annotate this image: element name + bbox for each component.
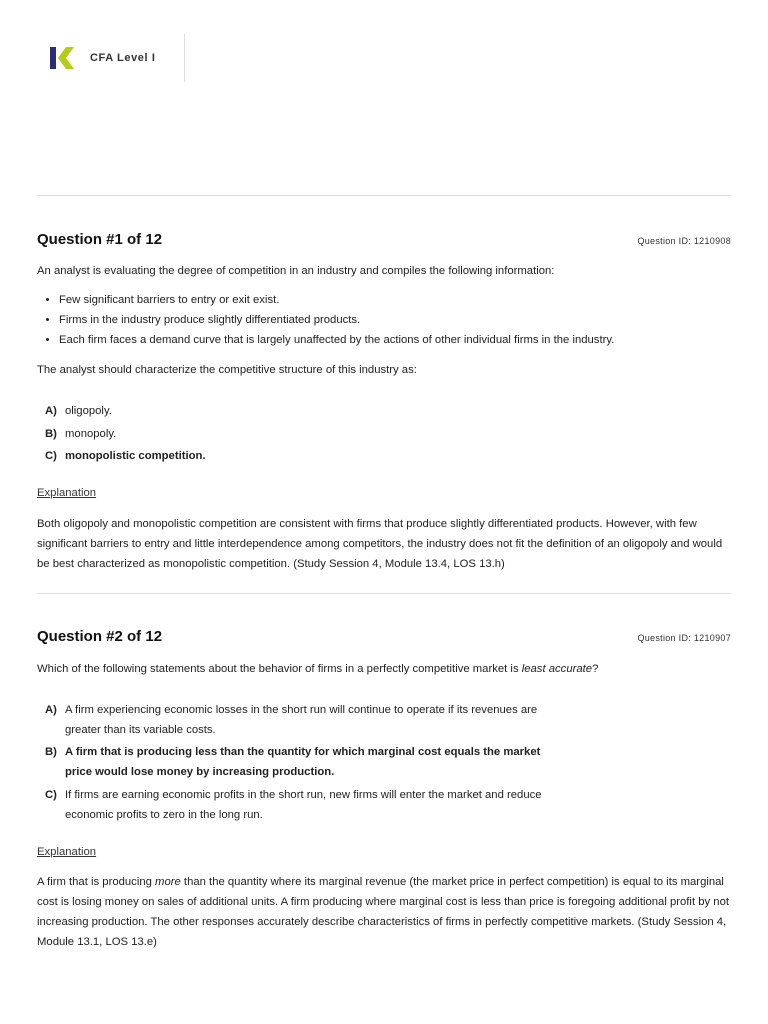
answer-c-correct[interactable] [45,446,565,466]
header-divider [184,34,185,82]
answer-c[interactable] [45,785,565,825]
kaplan-logo-icon[interactable] [50,46,74,70]
page-header [0,0,768,100]
question-followup: The analyst should characterize the competitive structure of this industry as: [37,364,417,376]
question-title: Question #2 of 12 [37,628,163,645]
question-title: Question #1 of 12 [37,231,163,248]
explanation-emphasis: more [155,876,181,888]
brand-title: CFA Level I [90,52,156,64]
explanation-label[interactable]: Explanation [37,846,97,858]
answer-text: If firms are earning economic profits in the short run, new firms will enter the market and reduce economic profits to zero in the long run. [65,789,542,821]
answer-letter: B) [45,746,57,758]
prompt-emphasis: least accurate [521,663,593,675]
answer-a[interactable] [45,700,565,740]
explanation-text [37,872,731,952]
prompt-text: Which of the following statements about the behavior of firms in a perfectly competitive market is [37,663,522,675]
section-divider [37,593,731,594]
answer-text: A firm experiencing economic losses in the short run will continue to operate if its revenues are greater than its variable costs. [65,704,538,736]
question-prompt: An analyst is evaluating the degree of competition in an industry and compiles the following information: [37,265,555,277]
question-id: Question ID: 1210908 [637,236,731,246]
answer-b[interactable] [45,424,565,444]
answer-a[interactable] [45,401,565,421]
answer-letter: A) [45,405,57,417]
list-item: • Each firm faces a demand curve that is largely unaffected by the actions of other individual firms in the industry. [59,330,614,350]
explanation-part: than the quantity where its marginal revenue (the market price in perfect competition) is equal to its marginal cost is losing money on sales of additional units. A firm producing where marginal cost is less than price is foregoing additional profit by not increasing production. The other responses accurately describe characteristics of firms in perfectly competitive markets. (Study Session 4, Module 13.1, LOS 13.e) [37,876,729,948]
explanation-text: Both oligopoly and monopolistic competition are consistent with firms that produce slightly differentiated products. However, with few significant barriers to entry and little interdependence among competitors, the industry does not fit the definition of an oligopoly and would be best characterized as monopolistic competition. (Study Session 4, Module 13.4, LOS 13.h) [37,518,723,570]
list-item: • Few significant barriers to entry or exit exist. [59,290,614,310]
answer-letter: B) [45,428,57,440]
answer-letter: C) [45,789,57,801]
question-id: Question ID: 1210907 [637,633,731,643]
answer-text: oligopoly. [65,405,112,417]
answer-letter: A) [45,704,57,716]
answer-text: A firm that is producing less than the quantity for which marginal cost equals the market price would lose money by increasing production. [65,746,541,778]
explanation-part: A firm that is producing [37,876,156,888]
answer-text: monopoly. [65,428,117,440]
explanation-label[interactable]: Explanation [37,487,97,499]
answer-letter: C) [45,450,57,462]
section-divider [37,195,731,196]
list-item: • Firms in the industry produce slightly differentiated products. [59,310,614,330]
prompt-text-end: ? [592,663,599,675]
info-list [37,290,614,350]
question-prompt [37,659,731,679]
answer-text: monopolistic competition. [65,450,206,462]
answer-b-correct[interactable] [45,742,565,782]
